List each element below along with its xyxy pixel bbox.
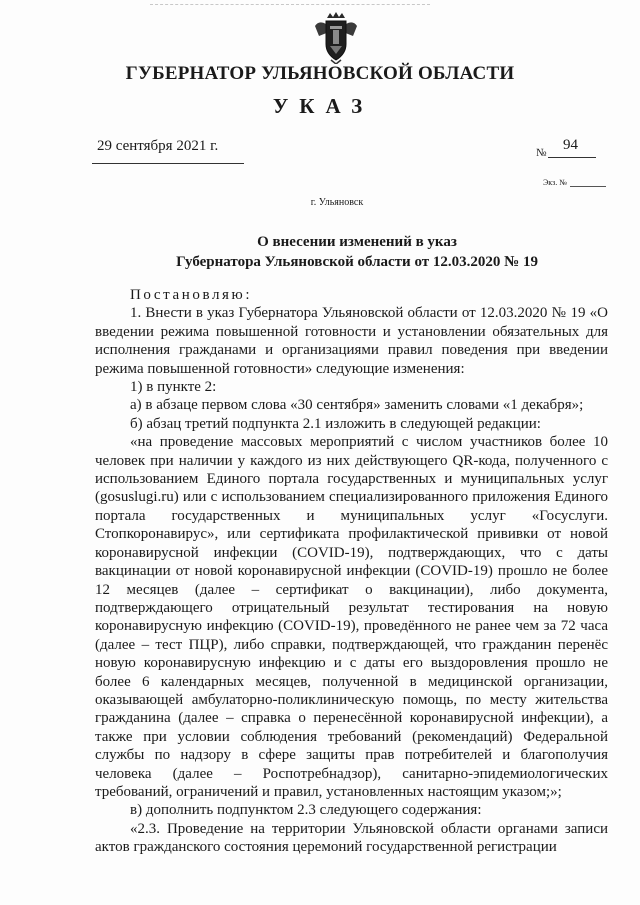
- paragraph-quoted-text: «на проведение массовых мероприятий с числом участников более 10 человек при наличии у каждого из них действующего QR-кода, полученного с использованием Единого портала государственных и муниципальных услуг (gosuslugi.ru) или с использованием специализированного приложения Единого портала государственных и муниципальных услуг «Госуслуги. Стопкоронавирус», или сертификата профилактической прививки от новой коронавирусной инфекции (COVID-19), подтверждающих, что с даты вакцинации от новой коронавирусной инфекции (COVID-19) прошло не более 12 месяцев (далее – сертификат о вакцинации), либо документа, подтверждающего отрицательный результат тестирования на новую коронавирусную инфекцию (COVID-19), проведённого не ранее чем за 72 часа (далее – тест ПЦР), либо справки, подтверждающей, что гражданин перенёс новую коронавирусную инфекцию и с даты его выздоровления прошло не более 6 календарных месяцев, полученной в медицинской организации, оказывающей амбулаторно-поликлиническую помощь, по месту жительства гражданина (далее – справка о перенесённой коронавирусной инфекции), а также при условии соблюдения требований (рекомендаций) Федеральной службы по надзору в сфере защиты прав потребителей и благополучия человека (далее – Роспотребнадзор), санитарно-эпидемиологических требований, ограничений и правил, установленных настоящим указом;»;: [95, 434, 608, 800]
- coat-of-arms-icon: [313, 10, 359, 64]
- issue-city: г. Ульяновск: [310, 197, 364, 208]
- scan-artifact-line: [150, 4, 430, 5]
- issuer-heading: ГУБЕРНАТОР УЛЬЯНОВСКОЙ ОБЛАСТИ: [125, 63, 515, 84]
- paragraph-point-2: 1) в пункте 2:: [130, 379, 217, 396]
- paragraph-2-3: «2.3. Проведение на территории Ульяновской области органами записи актов гражданского состояния церемоний государственной регистрации: [95, 820, 608, 856]
- paragraph-1: 1. Внести в указ Губернатора Ульяновской области от 12.03.2020 № 19 «О введении режима повышенной готовности и установлении обязательных для исполнения гражданами и организациями правил поведения при введении режима повышенной готовности» следующие изменения:: [95, 305, 608, 377]
- copy-number-label: Экз. №: [543, 178, 567, 187]
- number-underline: [548, 157, 596, 158]
- number-label: №: [536, 147, 547, 159]
- document-date: 29 сентября 2021 г.: [97, 138, 219, 154]
- paragraph-a: а) в абзаце первом слова «30 сентября» заменить словами «1 декабря»;: [130, 397, 584, 414]
- title-line-2: Губернатора Ульяновской области от 12.03.2020 № 19: [176, 254, 538, 270]
- decree-word: Постановляю:: [130, 287, 253, 303]
- document-type: УКАЗ: [272, 94, 374, 118]
- document-number: 94: [563, 137, 578, 153]
- paragraph-b: б) абзац третий подпункта 2.1 изложить в следующей редакции:: [130, 415, 541, 432]
- copy-number-underline: [570, 186, 606, 187]
- paragraph-v: в) дополнить подпунктом 2.3 следующего содержания:: [130, 802, 482, 819]
- document-title: [0, 232, 640, 272]
- title-line-1: О внесении изменений в указ: [257, 234, 457, 250]
- date-underline: [92, 163, 244, 164]
- document-body: [95, 286, 608, 857]
